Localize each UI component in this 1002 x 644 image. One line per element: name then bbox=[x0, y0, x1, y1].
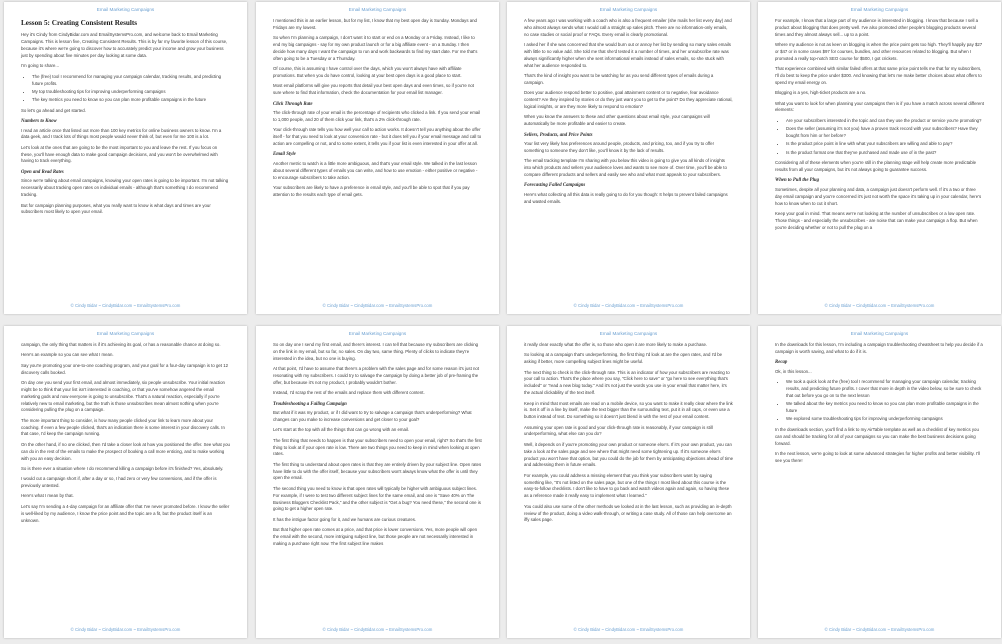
paragraph: So on day one I send my first email, and there's interest. I can tell that because my subscribers are clicking on the link in my email, but so far, no sales. On day two, same thing. Plenty of clicks to indicate they're interested in the idea, but no one is buying. bbox=[273, 342, 479, 361]
paragraph: In the next lesson, we're going to look at some advanced strategies for higher profits and better visibility. I'll see you there! bbox=[775, 450, 980, 463]
paragraph: Keep your goal in mind. That means we're not looking at the number of unsubscribes or a low open rate. Those things - and especially the unsubscribes - are noise that can make your campaign a flop. But when you're deciding whether or not to pull the plug on a bbox=[775, 210, 978, 230]
list-item: • The (free) tool I recommend for managing your campaign calendar, tracking results, and predicting future profits. bbox=[32, 74, 230, 88]
paragraph: On day one you send your first email, and almost immediately, six people unsubscribe. Your initial reaction might be to think that your list isn't interested in coaching, or that you've somehow angered the email marketing gods and now everyone is going to unsubscribe. That's a natural reaction, especially if you're relatively new to email marketing, but the truth is those unsubscribes mean almost nothing when you're considering pulling the plug on a campaign. bbox=[21, 379, 225, 413]
paragraph: For example, you could address a missing element that you think your subscribers want by saying something like, "It's not listed on the sales page, but one of the things I most liked about this course is the easy-to-follow checklists. I don't like to have to go back and watch videos again and again, so having these as a reference made it really easy to implement what I learned." bbox=[524, 472, 730, 499]
paragraph: So is there ever a situation where I do recommend killing a campaign before it's finished? Yes, absolutely. bbox=[21, 465, 224, 471]
section-heading: Forecasting Failed Campaigns bbox=[524, 183, 586, 189]
page-footer: © Cindy Bidar ~ CindyBidar.com ~ EmailSystemsPro.com bbox=[322, 627, 433, 632]
list-item: • Is the product price point in line with what your subscribers are willing and able to pay? bbox=[786, 141, 984, 148]
document-page[interactable] bbox=[507, 2, 750, 314]
list-item: • We took a quick look at the (free) tool I recommend for managing your campaign calendar, tracking results, and predicting future profits. I cover that more in depth in the video below, so be sure to check that out before you go on to the next lesson bbox=[786, 379, 984, 400]
paragraph: Your click-through rate tells you how well your call to action works. It doesn't tell you anything about the offer itself - for that you need to look at your conversion rate - but it does tell you if your email message and call to action are compelling or not, and to some extent, it tells you if your list is even interested in your offer at all. bbox=[273, 127, 482, 147]
page-body bbox=[273, 342, 482, 548]
paragraph: The email tracking template I'm sharing with you below this video is going to give you all kinds of insights into which products and sellers your audience loves and wants to see more of. Over time, you'll be able to compare different products and sellers and easily see who and what most appeals to your subscribers. bbox=[524, 158, 727, 178]
paragraph: Sometimes, despite all your planning and data, a campaign just doesn't perform well. If it's a two or three day email campaign and you're concerned it's just not worth the space it's taking up in your calendar, here's how to know when to cut it short. bbox=[775, 186, 982, 206]
paragraph: Considering all of these elements when you're still in the planning stage will help create more predictable results from all your campaigns, but it's not always going to guarantee success. bbox=[775, 160, 976, 172]
paragraph: it really clear exactly what the offer is, so those who open it are more likely to make a purchase. bbox=[524, 342, 708, 347]
page-footer: © Cindy Bidar ~ CindyBidar.com ~ EmailSystemsPro.com bbox=[824, 303, 935, 308]
paragraph: When you know the answers to these and other questions about email style, your campaigns will automatically be more profitable and easier to create. bbox=[524, 114, 710, 127]
page-header: Email Marketing Campaigns bbox=[96, 7, 155, 12]
section-heading: Open and Read Rates bbox=[21, 169, 64, 175]
document-page[interactable] bbox=[4, 326, 247, 638]
section-heading: When to Pull the Plug bbox=[775, 178, 819, 184]
lesson-title: Lesson 5: Creating Consistent Results bbox=[21, 19, 138, 27]
page-header: Email Marketing Campaigns bbox=[599, 331, 658, 336]
paragraph: Well, it depends on if you're promoting your own product or someone else's. If it's your own product, you can take a look at the sales page and see where that might need some tightening up. If it's someone else's product you won't have that option, but you could do the job for them by anticipating objections ahead of time and addressing them in future emails. bbox=[524, 441, 733, 468]
paragraph: The more important thing to consider, is how many people clicked your link to learn more about your coaching. If even a few people clicked, that's an indication there is some interest in your discovery calls. In that case, I'd keep the campaign running. bbox=[21, 417, 225, 437]
paragraph: Most email platforms will give you reports that detail your best open days and even times, so if you're not sure where to find that information, check the documentation for your email list manager. bbox=[273, 83, 474, 96]
paragraph: A few years ago I was working with a coach who is also a frequent emailer (she mails her list every day) and who almost always sends what I would call a straight up sales pitch. There are no information-only emails, no case studies or social proof or FAQs. Every email is clearly promotional. bbox=[524, 18, 732, 37]
document-page[interactable] bbox=[4, 2, 247, 314]
document-page[interactable] bbox=[507, 326, 750, 638]
paragraph: Blogging is a yes, high-ticket products are a no. bbox=[775, 90, 867, 96]
section-heading: Sellers, Products, and Price Points bbox=[524, 132, 593, 138]
page-header: Email Marketing Campaigns bbox=[850, 331, 909, 336]
section-heading: Click Through Rate bbox=[273, 101, 313, 107]
paragraph: The first thing that needs to happen is that your subscribers need to open your email, right? So that's the first thing to look at if your open rate is low. There are two things you need to keep in mind when looking at open rates. bbox=[273, 437, 482, 457]
paragraph: Another metric to watch is a little more ambiguous, and that's your email style. We talked in the last lesson about several different types of emails you can write, and how to use emotion - either positive or negative - to encourage subscribers to take action. bbox=[273, 161, 478, 180]
paragraph: In the downloads for this lesson, I'm including a campaign troubleshooting cheatsheet to help you decide if a campaign is worth saving, and what to do if it is. bbox=[775, 342, 983, 354]
paragraph: I would cut a campaign short if, after a day or so, I had zero or very few conversions, and if the offer is previously untested. bbox=[21, 476, 217, 489]
paragraph: I'm going to share... bbox=[21, 63, 60, 69]
page-body bbox=[21, 18, 230, 216]
paragraph: The second thing you need to know is that open rates will typically be higher with ambiguous subject lines. For example, if I were to test two different subject lines for the same email, and one is "Save 40% on The Business Bloggers Checklist Pack," and the other subject is "Get a bug? You need these," the second one is going to get a higher open rate. bbox=[273, 485, 481, 512]
page-header: Email Marketing Campaigns bbox=[850, 7, 909, 12]
list-item: • Does the seller (assuming it's not you) have a proven track record with your subscribers? Have they bought from him or her before? bbox=[786, 126, 984, 140]
section-heading: Numbers to Know bbox=[21, 118, 57, 124]
document-page[interactable] bbox=[256, 326, 499, 638]
document-page[interactable] bbox=[758, 326, 1001, 638]
paragraph: But what if it was my product, or if I did want to try to salvage a campaign that's underperforming? What changes can you make to increase conversions and get closer to your goal? bbox=[273, 410, 472, 422]
page-footer: © Cindy Bidar ~ CindyBidar.com ~ EmailSystemsPro.com bbox=[824, 627, 935, 632]
page-footer: © Cindy Bidar ~ CindyBidar.com ~ EmailSystemsPro.com bbox=[573, 627, 684, 632]
list-item: • Are your subscribers interested in the topic and can they use the product or service you're promoting? bbox=[786, 118, 984, 125]
list-item: • Is the product format one that they've purchased and made use of in the past? bbox=[786, 150, 984, 157]
paragraph: Your subscribers are likely to have a preference in email style, and you'll be able to spot that if you pay attention to the results each type of email gets. bbox=[273, 185, 470, 197]
paragraph: Where my audience is not as keen on blogging is when the price point gets too high. They'll happily pay $27 or $47 or in some cases $97 for courses, bundles, and other resources related to blogging. But when I promoted a really top-notch SEO course for $500, I got crickets. bbox=[775, 42, 983, 61]
paragraph: Here's what I mean by that. bbox=[21, 493, 74, 499]
page-footer: © Cindy Bidar ~ CindyBidar.com ~ EmailSystemsPro.com bbox=[573, 303, 684, 308]
paragraph: Let's say I'm sending a 4-day campaign for an affiliate offer that I've never promoted before. I know the seller is well-liked by my audience, I know the price point and the topic are a fit, but the product itself is an unknown. bbox=[21, 503, 230, 523]
list-item: • The key metrics you need to know so you can plan more profitable campaigns in the future bbox=[32, 97, 230, 104]
paragraph: I asked her if she was concerned that she would burn out or annoy her list by sending so many sales emails with little to no value add. She told me that she'd tested it a number of times, and her unsubscribe rate was always significantly higher when she sent informational emails instead of sales emails, so she stuck with what her audience responded to. bbox=[524, 42, 731, 68]
paragraph: On the other hand, if no one clicked, then I'd take a closer look at how you positioned the offer. See what you can do in the rest of the emails to make the prospect of booking a call more enticing, and to make working with you an easy decision. bbox=[21, 441, 230, 461]
paragraph: But for campaign planning purposes, what you really want to know is what days and times are your subscribers most likely to open your email. bbox=[21, 202, 211, 215]
page-body bbox=[775, 18, 984, 232]
paragraph: The click-through rate of your email is the percentage of recipients who clicked a link. If you send your email to 1,000 people, and 20 of them click your link, that's a 2% click-through rate. bbox=[273, 110, 481, 123]
paragraph: Assuming your open rate is good and your click-through rate is reasonably, if your campaign is still underperforming, what else can you do? bbox=[524, 424, 713, 437]
paragraph: Here's an example so you can see what I mean. bbox=[21, 352, 114, 358]
paragraph: Ok, in this lesson... bbox=[775, 368, 812, 374]
paragraph: The next thing to check is the click-through rate. This is an indicator of how your subscribers are reacting to your call to action. That's the place where you say, "Click here to save" or "go here to see everything that's included" or "read a new blog today." And it's not just the words you use in your email that matter here, it's the actual clickability of the text itself. bbox=[524, 369, 730, 396]
bullet-list bbox=[21, 74, 230, 104]
paragraph: You could also use some of the other methods we looked at in the last lesson, such as providing an in-depth review of the product, doing a video walk-through, or writing a case study. All of those can help overcome an iffy sales page. bbox=[524, 503, 732, 523]
page-body bbox=[775, 342, 984, 465]
paragraph: I mentioned this in an earlier lesson, but for my list, I know that my best open day is Sunday. Mondays and Fridays are my lowest. bbox=[273, 18, 477, 30]
paragraph: Let's start at the top with all the things that can go wrong with an email. bbox=[273, 427, 410, 433]
paragraph: That experience combined with similar failed offers at that same price point tells me that for my subscribers, I'll do best to keep the price under $300. And knowing that let's me make better choices about what offers to spend my email energy on. bbox=[775, 66, 982, 85]
paragraph: That's the kind of insight you want to be watching for as you send different types of emails during a campaign. bbox=[524, 73, 714, 85]
paragraph: Hey it's Cindy from CindyBidar.com and EmailSystemsPro.com, and welcome back to Email Marketing Campaigns. This is lesson five, Creating Consistent Results. This is by far my favorite lesson of this course, because it's where we're going to discover how to accurately predict your income and grow your business just by spending about five minutes per day looking at some data. bbox=[21, 32, 228, 58]
paragraph: So looking at a campaign that's underperforming, the first thing I'd look at are the open rates, and I'd be asking if better, more compelling subject lines might be useful. bbox=[524, 352, 723, 365]
paragraph: Keep in mind that most emails are read on a mobile device, so you want to make it really clear where the link is. Set it off in a line by itself, make the text bigger than the surrounding text, put it in all caps, or even use a button instead of text. Do something so it doesn't just blend in with the rest of your email content. bbox=[524, 400, 733, 420]
section-heading: Recap bbox=[775, 360, 788, 366]
paragraph: In the downloads section, you'll find a link to my AirTable template as well as a checklist of key metrics you can and should be tracking for all of your campaigns so you can make the best business decisions going forward. bbox=[775, 426, 979, 446]
paragraph: So let's go ahead and get started. bbox=[21, 107, 86, 113]
document-page[interactable] bbox=[758, 2, 1001, 314]
page-header: Email Marketing Campaigns bbox=[348, 7, 407, 12]
bullet-list bbox=[775, 118, 984, 157]
page-body bbox=[524, 18, 733, 206]
section-heading: Troubleshooting a Failing Campaign bbox=[273, 401, 347, 407]
paragraph: Does your audience respond better to positive, goal attainment content or to negative, fear avoidance content? Are they inspired by stories or do they just want you to get to the point? Do they appreciate rational, logical insights, or are they more likely to respond to emotion? bbox=[524, 90, 733, 109]
bullet-list bbox=[775, 379, 984, 423]
paragraph: But that higher open rate comes at a price, and that price is lower conversions. Yes, more people will open the email with the second, more intriguing subject line, but those people are not necessarily interested in making a purchase right now. The first subject line makes bbox=[273, 527, 478, 546]
document-page[interactable] bbox=[256, 2, 499, 314]
paragraph: Let's look at the ones that are going to be the most important to you and leave the rest. If you focus on these, you'll have enough data to make good campaign decisions, and you won't be overwhelmed with having to track everything. bbox=[21, 144, 218, 164]
page-header: Email Marketing Campaigns bbox=[96, 331, 155, 336]
list-item: • We talked about the key metrics you need to know so you can plan more profitable campaigns in the future bbox=[786, 401, 984, 415]
page-footer: © Cindy Bidar ~ CindyBidar.com ~ EmailSystemsPro.com bbox=[70, 303, 181, 308]
list-item: • My top troubleshooting tips for improving underperforming campaigns bbox=[32, 89, 230, 96]
paragraph: At that point, I'd have to assume that there's a problem with the sales page and for some reason it's just not resonating with my subscribers. I could try to salvage the campaign by doing a better job of pre-framing the offer, but because it's not my product, I probably wouldn't bother. bbox=[273, 366, 480, 385]
paragraph: Your list very likely has preferences around people, products, and pricing, too, and if you try to offer something to someone they don't like, you'll know it by the lack of results. bbox=[524, 141, 715, 153]
paragraph: So when I'm planning a campaign, I don't want it to start or end on a Monday or a Friday. Instead, I like to end my big campaigns - say for my own product launch or for a big affiliate event - on a Sunday. I then decide how many days I want the campaign to run and work backwards to find my start date. For me that's often going to be a Tuesday or a Thursday. bbox=[273, 35, 478, 61]
paragraph: Of course, this is assuming I have control over the days, which you won't always have with affiliate promotions. But when you do have control, looking at your best open days is a good place to start. bbox=[273, 66, 462, 79]
paragraph: The first thing to understand about open rates is that they are entirely driven by your subject line. Open rates have little to do with the offer itself, because your subscribers won't always know what the offer is until they open the email. bbox=[273, 461, 482, 481]
paragraph: It has the intrigue factor going for it, and we humans are curious creatures. bbox=[273, 516, 417, 522]
page-body bbox=[524, 342, 733, 524]
page-footer: © Cindy Bidar ~ CindyBidar.com ~ EmailSystemsPro.com bbox=[70, 627, 181, 632]
paragraph: Since we're talking about email campaigns, knowing your open rates is going to be important. I'm not talking necessarily about tracking open rates on individual emails - although that's something I do recommend tracking. bbox=[21, 178, 229, 198]
paragraph: I read an article once that listed out more than 100 key metrics for online business owners to know. I'm a data geek, and I track lots of things most people would never think of, but even for me 100 is a lot. bbox=[21, 127, 222, 140]
paragraph: Instead, I'd scrap the rest of the emails and replace them with different content. bbox=[273, 390, 425, 396]
paragraph: For example, I know that a large part of my audience is interested in blogging. I know that because I sell a product about blogging that does pretty well. I've also promoted other people's blogging products several times and they almost always sell... up to a point. bbox=[775, 18, 979, 37]
page-header: Email Marketing Campaigns bbox=[348, 331, 407, 336]
page-body bbox=[21, 342, 230, 524]
paragraph: What you want to look for when planning your campaigns then is if you have a match across several different elements: bbox=[775, 100, 985, 113]
paragraph: campaign, the only thing that matters is if it's achieving its goal, or has a reasonable chance at doing so. bbox=[21, 342, 221, 347]
page-footer: © Cindy Bidar ~ CindyBidar.com ~ EmailSystemsPro.com bbox=[322, 303, 433, 308]
paragraph: Here's what collecting all this data is really going to do for you though: It helps to prevent failed campaigns and wasted emails. bbox=[524, 191, 728, 204]
paragraph: Say you're promoting your one-to-one coaching program, and your goal for a four-day campaign is to get 12 discovery calls booked. bbox=[21, 362, 229, 375]
page-header: Email Marketing Campaigns bbox=[599, 7, 658, 12]
list-item: • We explored some troubleshooting tips for improving underperforming campaigns bbox=[786, 416, 984, 423]
page-body bbox=[273, 18, 482, 199]
section-heading: Email Style bbox=[273, 152, 296, 158]
